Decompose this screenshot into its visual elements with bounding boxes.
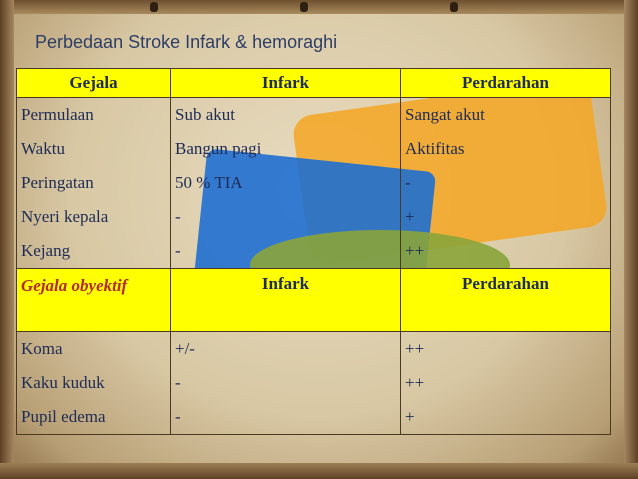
cell-perdarahan: ++ <box>405 339 425 358</box>
header-gejala-obyektif: Gejala obyektif <box>17 269 171 332</box>
page-edge-left <box>0 0 14 479</box>
cell-gejala: Peringatan <box>21 173 94 192</box>
page-edge-right <box>624 0 638 479</box>
cell-infark: +/- <box>175 339 195 358</box>
table-subheader-row <box>17 269 611 332</box>
cell-infark: - <box>175 207 181 226</box>
slide-title: Perbedaan Stroke Infark & hemoraghi <box>35 32 338 52</box>
table-header-row <box>17 69 611 98</box>
cell-gejala: Waktu <box>21 139 65 158</box>
cell-perdarahan: Sangat akut <box>405 105 485 124</box>
header-perdarahan-2: Perdarahan <box>401 269 611 332</box>
header-gejala: Gejala <box>17 69 171 98</box>
binding-ring <box>450 2 458 12</box>
binding-ring <box>300 2 308 12</box>
cell-perdarahan: Aktifitas <box>405 139 465 158</box>
cell-infark: - <box>175 241 181 260</box>
gejala-column <box>17 332 171 435</box>
cell-infark: 50 % TIA <box>175 173 243 192</box>
cell-perdarahan: ++ <box>405 373 425 392</box>
cell-gejala: Kejang <box>21 241 71 260</box>
perdarahan-column <box>401 98 611 269</box>
cell-gejala: Koma <box>21 339 63 358</box>
cell-infark: - <box>175 407 181 426</box>
cell-gejala: Nyeri kepala <box>21 207 109 226</box>
cell-gejala: Pupil edema <box>21 407 106 426</box>
cell-perdarahan: + <box>405 407 415 426</box>
cell-perdarahan: - <box>405 173 411 192</box>
cell-gejala: Kaku kuduk <box>21 373 105 392</box>
header-perdarahan: Perdarahan <box>401 69 611 98</box>
notebook-spine <box>0 0 638 14</box>
cell-infark: Bangun pagi <box>175 139 262 158</box>
table-body-subjective <box>17 98 611 269</box>
header-infark-2: Infark <box>171 269 401 332</box>
perdarahan-column <box>401 332 611 435</box>
cell-perdarahan: + <box>405 207 415 226</box>
infark-column <box>171 98 401 269</box>
page-edge-bottom <box>0 463 638 479</box>
cell-gejala: Permulaan <box>21 105 94 124</box>
table-body-objective <box>17 332 611 435</box>
header-infark: Infark <box>171 69 401 98</box>
cell-infark: - <box>175 373 181 392</box>
cell-perdarahan: ++ <box>405 241 425 260</box>
infark-column <box>171 332 401 435</box>
gejala-column <box>17 98 171 269</box>
binding-ring <box>150 2 158 12</box>
cell-infark: Sub akut <box>175 105 235 124</box>
comparison-table <box>16 68 611 435</box>
